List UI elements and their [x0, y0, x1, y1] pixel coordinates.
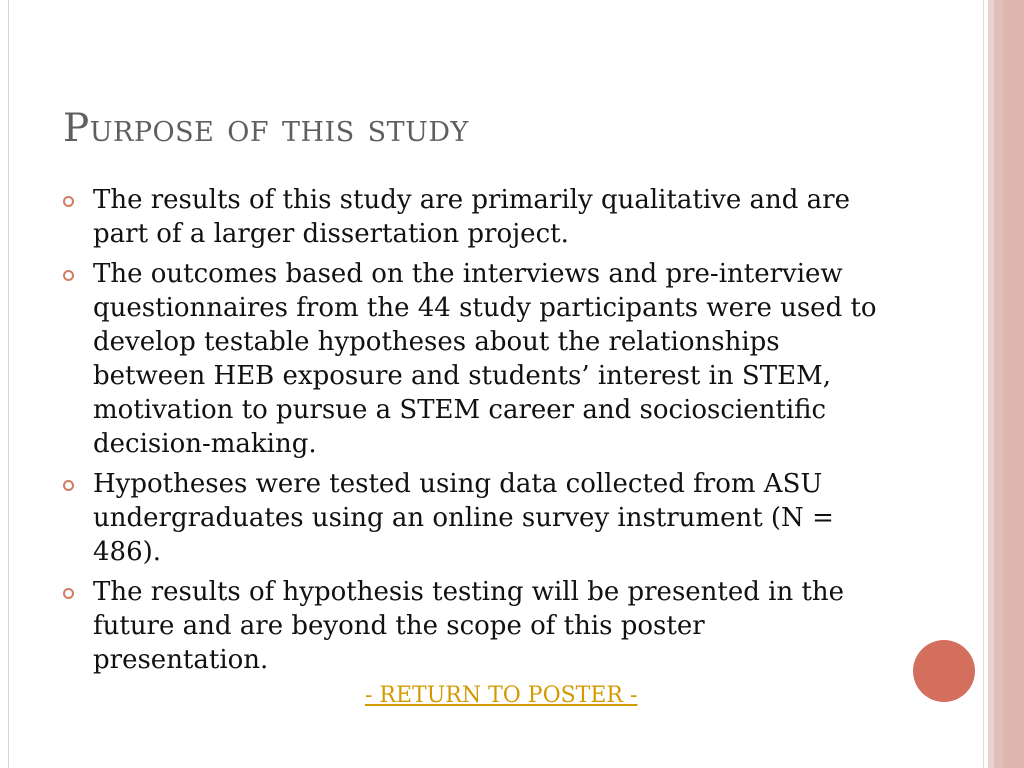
bullet-text: The results of this study are primarily qualitative and are part of a larger dissertation project. [93, 185, 850, 249]
right-decorative-band-dark [1003, 0, 1024, 768]
bullet-item [62, 467, 882, 569]
bullet-item [62, 257, 882, 461]
bullet-text: The results of hypothesis testing will be presented in the future and are beyond the scope of this poster presentation. [93, 577, 845, 675]
bullet-text: Hypotheses were tested using data collected from ASU undergraduates using an online survey instrument (N = 486). [93, 469, 834, 567]
slide-title: Purpose of this study [63, 106, 469, 151]
bullet-item [62, 183, 882, 251]
bullet-icon [63, 480, 74, 491]
bullet-item [62, 575, 882, 677]
bullet-list [62, 183, 882, 683]
return-to-poster-link[interactable]: - RETURN TO POSTER - [365, 683, 638, 708]
right-border-line [983, 0, 984, 768]
bullet-icon [63, 196, 74, 207]
accent-circle-icon[interactable] [913, 640, 975, 702]
left-border-line [8, 0, 9, 768]
bullet-icon [63, 270, 74, 281]
bullet-icon [63, 588, 74, 599]
bullet-text: The outcomes based on the interviews and pre-interview questionnaires from the 44 study participants were used to develop testable hypotheses about the relationships between HEB exposure and students’ interest in STEM, motivation to pursue a STEM career and socioscientific decision-making. [93, 259, 877, 459]
